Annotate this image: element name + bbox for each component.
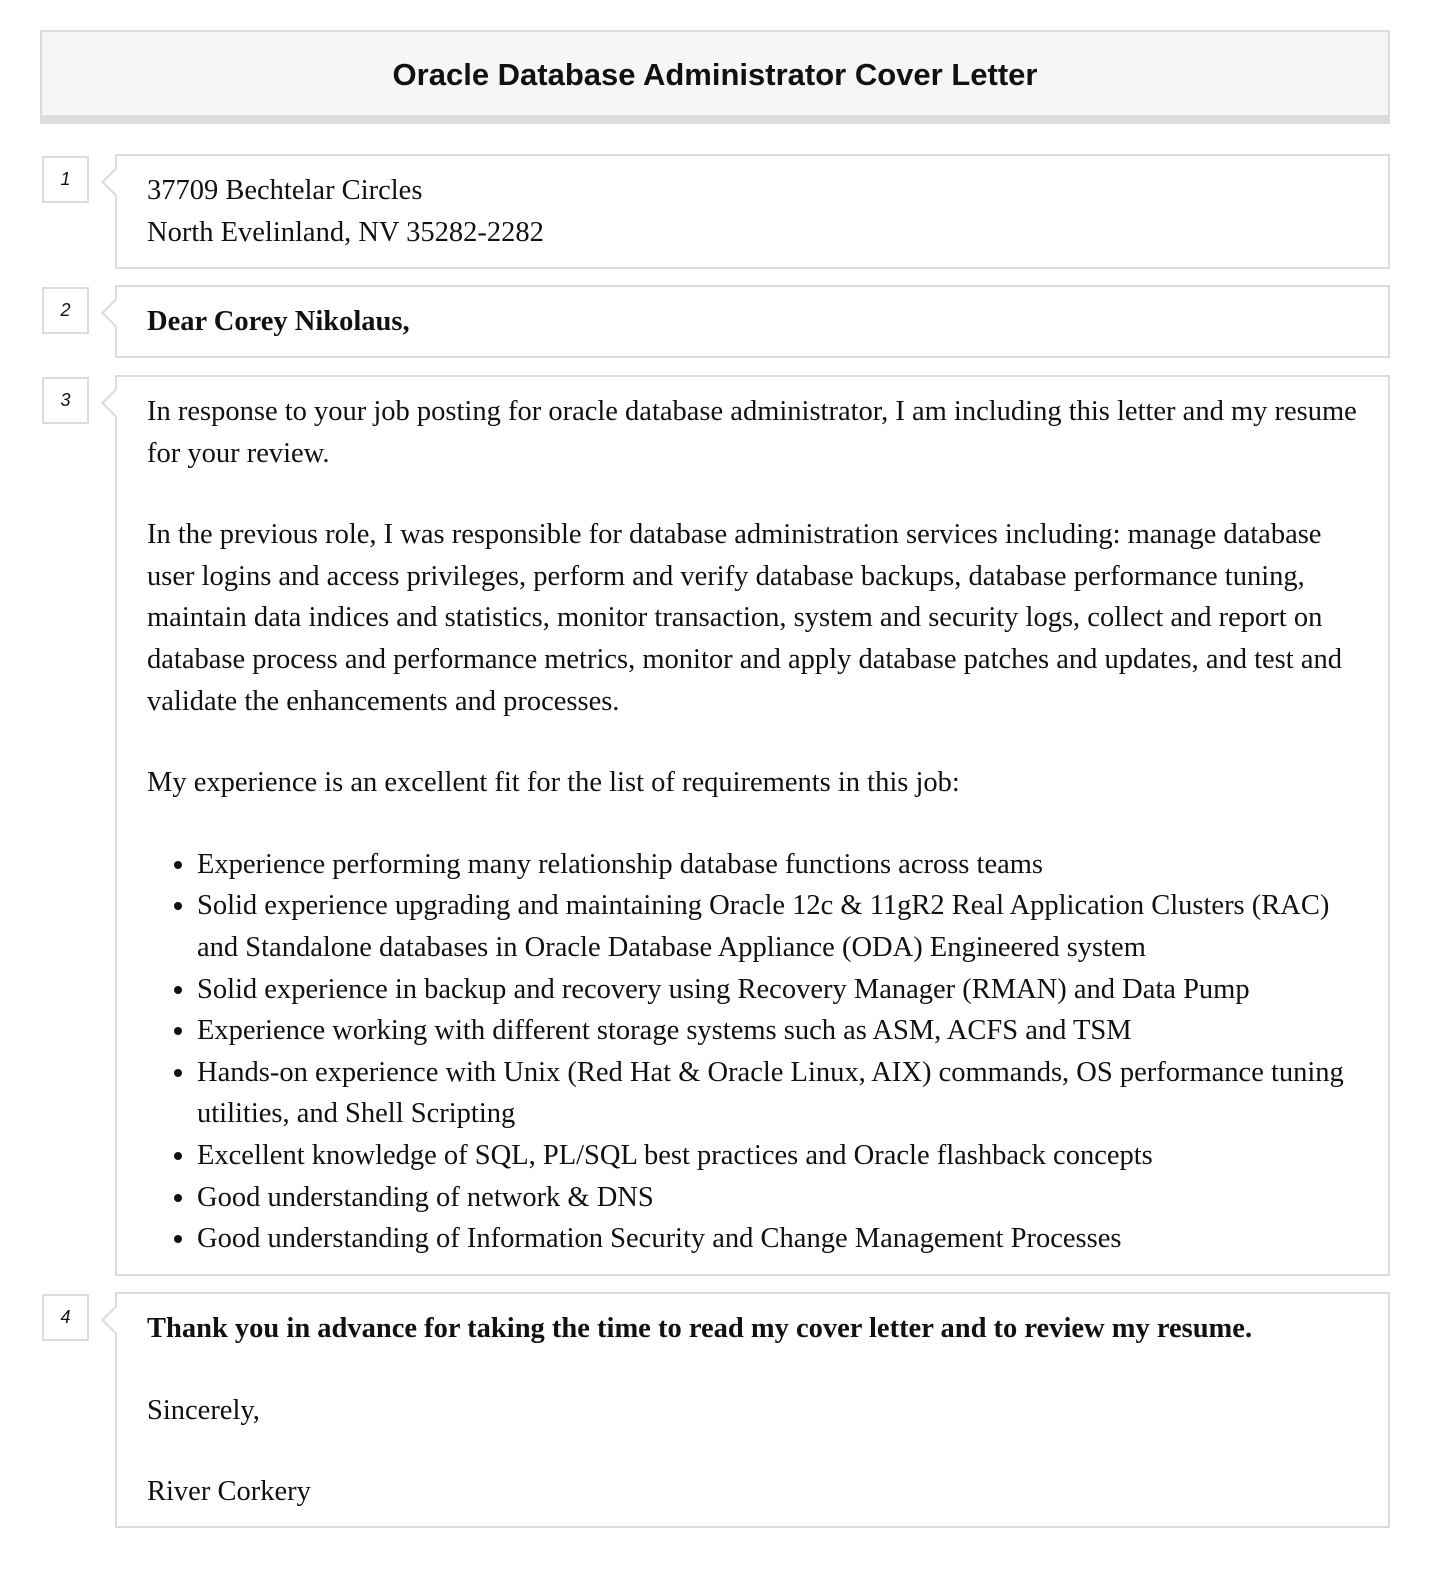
intro-paragraph: In response to your job posting for oracle database administrator, I am including this letter and my resume for your review. — [147, 396, 1357, 469]
address-section — [115, 154, 1390, 269]
list-item: • Excellent knowledge of SQL, PL/SQL best practices and Oracle flashback concepts — [197, 1135, 1358, 1177]
section-number-4: 4 — [42, 1294, 89, 1341]
requirements-list — [147, 844, 1358, 1260]
fit-statement: My experience is an excellent fit for the list of requirements in this job: — [147, 767, 960, 799]
closing-salutation: Sincerely, — [147, 1394, 260, 1426]
signature-name: River Corkery — [147, 1476, 311, 1508]
list-item: • Hands-on experience with Unix (Red Hat & Oracle Linux, AIX) commands, OS performance tuning utilities, and Shell Scripting — [197, 1052, 1358, 1135]
page-title: Oracle Database Administrator Cover Letter — [392, 56, 1038, 92]
thanks-paragraph: Thank you in advance for taking the time to read my cover letter and to review my resume. — [147, 1313, 1253, 1344]
paragraph-spacer — [147, 722, 1358, 762]
list-item: • Experience performing many relationship database functions across teams — [197, 844, 1358, 886]
closing-section — [115, 1292, 1390, 1528]
section-number-3: 3 — [42, 377, 89, 424]
address-line-2: North Evelinland, NV 35282-2282 — [147, 216, 544, 248]
paragraph-spacer — [147, 1350, 1358, 1390]
list-item: • Solid experience upgrading and maintaining Oracle 12c & 11gR2 Real Application Clusters (RAC) and Standalone databases in Oracle Database Appliance (ODA) Engineered system — [197, 885, 1358, 968]
list-item: • Solid experience in backup and recovery using Recovery Manager (RMAN) and Data Pump — [197, 969, 1358, 1011]
paragraph-spacer — [147, 804, 1358, 844]
list-item: • Good understanding of Information Security and Change Management Processes — [197, 1218, 1358, 1260]
paragraph-spacer — [147, 1431, 1358, 1471]
section-number-2: 2 — [42, 287, 89, 334]
list-item: • Good understanding of network & DNS — [197, 1177, 1358, 1219]
section-number-1: 1 — [42, 156, 89, 203]
address-line-1: 37709 Bechtelar Circles — [147, 175, 423, 206]
paragraph-spacer — [147, 474, 1358, 514]
letter-header — [40, 30, 1390, 124]
greeting: Dear Corey Nikolaus, — [147, 306, 410, 337]
body-section — [115, 375, 1390, 1276]
greeting-section — [115, 285, 1390, 358]
previous-role-paragraph: In the previous role, I was responsible for database administration services including: manage database user logins and access privileges, perform and verify database backups, database performance tuning, maintain data indices and statistics, monitor transaction, system and security logs, collect and report on database process and performance metrics, monitor and apply database patches and updates, and test and validate the enhancements and processes. — [147, 519, 1342, 717]
list-item: • Experience working with different storage systems such as ASM, ACFS and TSM — [197, 1010, 1358, 1052]
